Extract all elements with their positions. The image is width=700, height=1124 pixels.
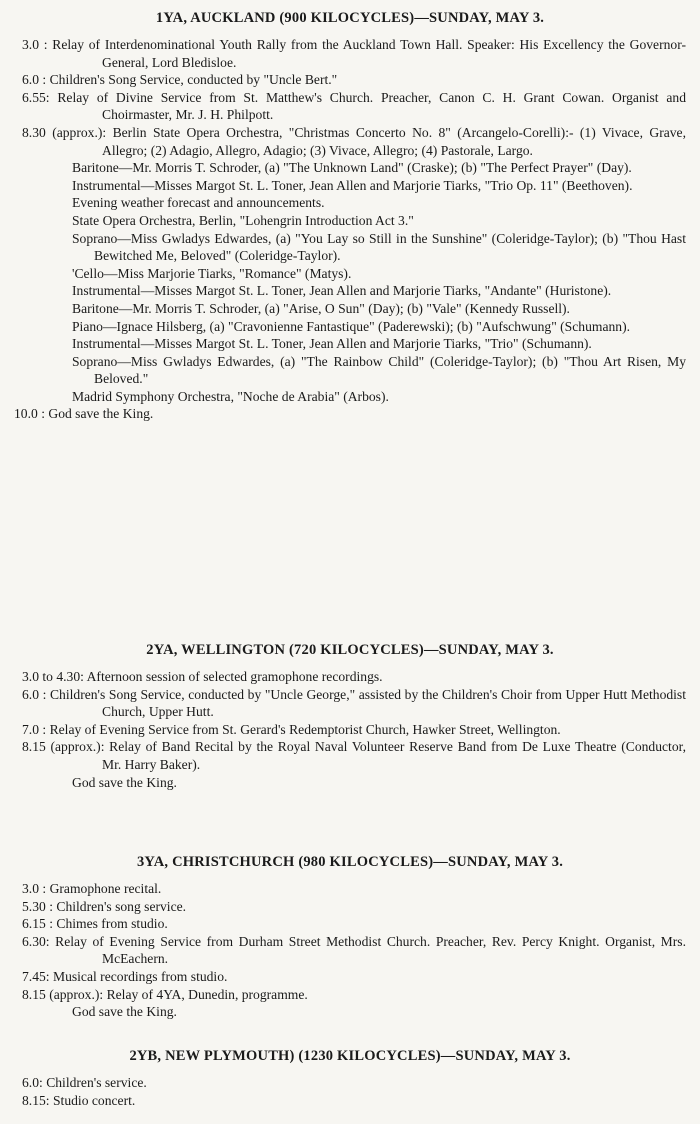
programme-item: God save the King. bbox=[72, 1004, 177, 1020]
entry-text: Musical recordings from studio. bbox=[52, 968, 228, 984]
entry-time: 3.0 bbox=[22, 37, 39, 52]
entry-text: Children's Song Service, conducted by "Uncle George," assisted by the Children's Choir from Upper Hutt Methodist Church, Upper Hutt. bbox=[49, 686, 687, 720]
schedule-entry: 6.0 : Children's Song Service, conducted by "Uncle George," assisted by the Children's Choir from Upper Hutt Methodist Church, Upper Hutt. bbox=[22, 686, 687, 720]
entry-text: Children's service. bbox=[46, 1075, 147, 1090]
entry-time: 6.0 bbox=[22, 1075, 39, 1090]
schedule-entry bbox=[0, 738, 700, 773]
section-heading: 2YB, NEW PLYMOUTH) (1230 KILOCYCLES)—SUNDAY, MAY 3. bbox=[129, 1048, 571, 1064]
entry-text: Studio concert. bbox=[52, 1092, 136, 1108]
section-heading: 3YA, CHRISTCHURCH (980 KILOCYCLES)—SUNDAY, MAY 3. bbox=[136, 854, 564, 870]
programme-item: Soprano—Miss Gwladys Edwardes, (a) "You Lay so Still in the Sunshine" (Coleridge-Taylor); (b) "Thou Hast Bewitched Me, Beloved" (Coleridge-Taylor). bbox=[72, 230, 686, 264]
entry-text: God save the King. bbox=[48, 406, 154, 422]
schedule-entry: 6.55: Relay of Divine Service from St. Matthew's Church. Preacher, Canon C. H. Grant Cowan. Organist and Choirmaster, Mr. J. H. Philpott. bbox=[22, 89, 686, 123]
entry-time: 10.0 bbox=[14, 406, 38, 422]
entry-time: 6.30 bbox=[22, 933, 46, 949]
entry-time: 8.15 bbox=[22, 739, 46, 755]
programme-item: Piano—Ignace Hilsberg, (a) "Cravonienne Fantastique" (Paderewski); (b) "Aufschwung" (Schumann). bbox=[72, 318, 631, 334]
schedule-entries bbox=[0, 880, 700, 1021]
schedule-entry: 7.0 : Relay of Evening Service from St. Gerard's Redemptorist Church, Hawker Street, Wellington. bbox=[22, 721, 561, 737]
schedule-entry: 6.0 : Children's Song Service, conducted by "Uncle Bert." bbox=[22, 72, 338, 88]
schedule-entry: 3.0 : Gramophone recital. bbox=[22, 881, 162, 896]
entry-time: 8.15 bbox=[22, 986, 46, 1002]
schedule-entry: 6.15 : Chimes from studio. bbox=[22, 916, 168, 932]
section-2ya-wellington bbox=[0, 640, 700, 791]
entry-time: 8.15 bbox=[22, 1092, 46, 1108]
entry-text: Afternoon session of selected gramophone recordings. bbox=[86, 669, 383, 684]
entry-text: (approx.): Relay of Band Recital by the Royal Naval Volunteer Reserve Band from De Luxe Theatre (Conductor, Mr. Harry Baker). bbox=[50, 739, 686, 772]
entry-text: Gramophone recital. bbox=[49, 881, 162, 896]
schedule-entry: 6.30: Relay of Evening Service from Durham Street Methodist Church. Preacher, Rev. Percy Knight. Organist, Mrs. McEachern. bbox=[22, 933, 686, 967]
programme-item: Instrumental—Misses Margot St. L. Toner, Jean Allen and Marjorie Tiarks, "Trio" (Schumann). bbox=[72, 336, 592, 352]
programme-item: Baritone—Mr. Morris T. Schroder, (a) "The Unknown Land" (Craske); (b) "The Perfect Prayer" (Day). bbox=[72, 160, 632, 176]
entry-time: 7.45 bbox=[22, 968, 46, 984]
entry-text: Relay of Divine Service from St. Matthew's Church. Preacher, Canon C. H. Grant Cowan. Organist and Choirmaster, Mr. J. H. Philpott. bbox=[57, 89, 686, 123]
section-heading: 1YA, AUCKLAND (900 KILOCYCLES)—SUNDAY, MAY 3. bbox=[155, 10, 545, 26]
schedule-entry: 8.15: Studio concert. bbox=[22, 1092, 136, 1108]
programme-item: 'Cello—Miss Marjorie Tiarks, "Romance" (Matys). bbox=[72, 265, 352, 281]
programme-item: Madrid Symphony Orchestra, "Noche de Arabia" (Arbos). bbox=[72, 388, 389, 404]
entry-text: (approx.): Relay of 4YA, Dunedin, programme. bbox=[49, 986, 308, 1002]
schedule-entries bbox=[0, 1074, 700, 1109]
section-2yb-new-plymouth bbox=[0, 1046, 700, 1109]
entry-text: Relay of Interdenominational Youth Rally from the Auckland Town Hall. Speaker: His Excellency the Governor-General, Lord Bledisloe. bbox=[52, 37, 686, 70]
schedule-entry bbox=[0, 124, 700, 159]
section-3ya-christchurch bbox=[0, 852, 700, 1021]
schedule-entry: 5.30 : Children's song service. bbox=[22, 898, 187, 914]
entry-time: 5.30 bbox=[22, 898, 46, 914]
programme-item: Soprano—Miss Gwladys Edwardes, (a) "The Rainbow Child" (Coleridge-Taylor); (b) "Thou Art Risen, My Beloved." bbox=[72, 353, 686, 387]
entry-time: 8.30 bbox=[22, 124, 46, 140]
entry-time: 6.15 bbox=[22, 916, 46, 932]
programme-item: Evening weather forecast and announcements. bbox=[72, 195, 325, 211]
schedule-entries bbox=[0, 668, 700, 791]
entry-text: Children's song service. bbox=[56, 898, 187, 914]
schedule-entry: 6.0: Children's service. bbox=[22, 1075, 147, 1090]
entry-text: Relay of Evening Service from St. Gerard's Redemptorist Church, Hawker Street, Wellington. bbox=[49, 721, 561, 737]
entry-text: Chimes from studio. bbox=[56, 916, 168, 932]
entry-text: Children's Song Service, conducted by "Uncle Bert." bbox=[49, 72, 338, 88]
entry-time: 6.55 bbox=[22, 89, 46, 105]
entry-time: 3.0 bbox=[22, 881, 39, 896]
programme-item: Instrumental—Misses Margot St. L. Toner, Jean Allen and Marjorie Tiarks, "Trio Op. 11" (Beethoven). bbox=[72, 177, 633, 193]
schedule-entry: 7.45: Musical recordings from studio. bbox=[22, 968, 228, 984]
programme-item: State Opera Orchestra, Berlin, "Lohengrin Introduction Act 3." bbox=[72, 212, 414, 228]
schedule-entry: 3.0 to 4.30: Afternoon session of selected gramophone recordings. bbox=[22, 669, 383, 684]
programme-item: God save the King. bbox=[72, 774, 177, 790]
entry-time: 6.0 bbox=[22, 686, 39, 702]
programme-item: Baritone—Mr. Morris T. Schroder, (a) "Arise, O Sun" (Day); (b) "Vale" (Kennedy Russell). bbox=[72, 300, 570, 316]
section-1ya-auckland bbox=[0, 8, 700, 423]
schedule-entry: 3.0 : Relay of Interdenominational Youth Rally from the Auckland Town Hall. Speaker: His Excellency the Governor-General, Lord Bledisloe. bbox=[22, 37, 686, 70]
schedule-entry bbox=[0, 986, 700, 1004]
entry-text: Relay of Evening Service from Durham Street Methodist Church. Preacher, Rev. Percy Knight. Organist, Mrs. McEachern. bbox=[55, 933, 686, 967]
schedule-entries bbox=[0, 36, 700, 423]
entry-text: (approx.): Berlin State Opera Orchestra, "Christmas Concerto No. 8" (Arcangelo-Corelli):- (1) Vivace, Grave, Allegro; (2) Adagio, Allegro, Adagio; (3) Vivace, Allegro; (4) Pastorale, Largo. bbox=[52, 124, 686, 158]
entry-time: 6.0 bbox=[22, 72, 39, 88]
programme-item: Instrumental—Misses Margot St. L. Toner, Jean Allen and Marjorie Tiarks, "Andante" (Huristone). bbox=[72, 283, 612, 299]
section-heading: 2YA, WELLINGTON (720 KILOCYCLES)—SUNDAY, MAY 3. bbox=[146, 642, 554, 658]
schedule-entry: 10.0 : God save the King. bbox=[14, 406, 154, 422]
entry-time: 7.0 bbox=[22, 721, 39, 737]
entry-time: 3.0 to 4.30 bbox=[22, 669, 81, 684]
